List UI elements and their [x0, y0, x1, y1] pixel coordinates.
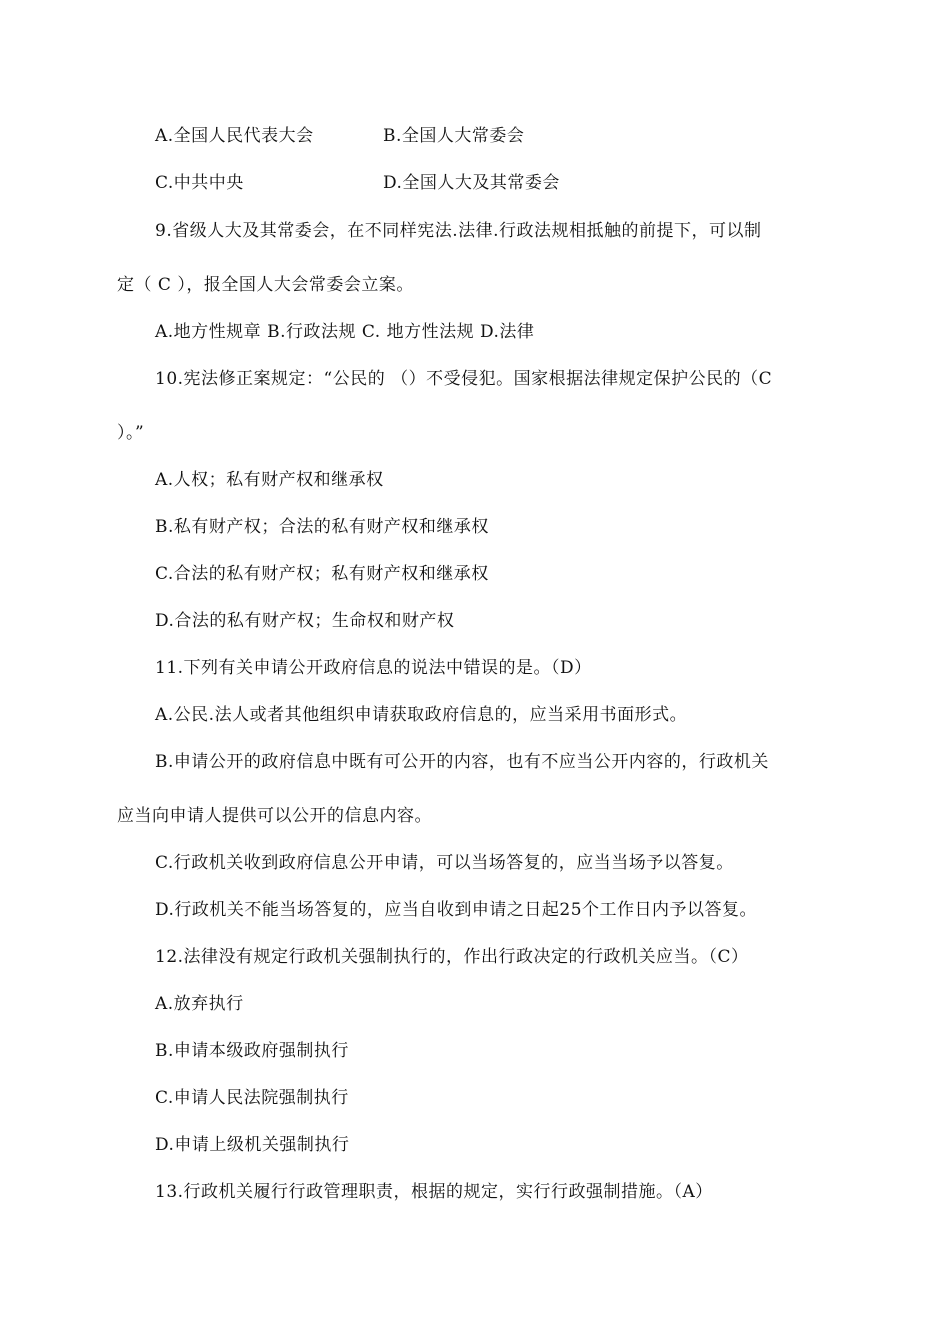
option-d-q12: D.申请上级机关强制执行: [155, 1135, 350, 1155]
option-d-q8: D.全国人大及其常委会: [383, 173, 560, 193]
option-a-q11: A.公民.法人或者其他组织申请获取政府信息的，应当采用书面形式。: [155, 705, 688, 725]
question-10-line-1: 10.宪法修正案规定：“公民的 （）不受侵犯。国家根据法律规定保护公民的（C: [155, 369, 773, 389]
option-b-q8: B.全国人大常委会: [383, 126, 525, 146]
option-c-q11: C.行政机关收到政府信息公开申请，可以当场答复的，应当当场予以答复。: [155, 853, 734, 873]
option-d-q10: D.合法的私有财产权；生命权和财产权: [155, 611, 455, 631]
option-b-q11-line-1: B.申请公开的政府信息中既有可公开的内容，也有不应当公开内容的，行政机关: [155, 752, 769, 772]
option-d-q11: D.行政机关不能当场答复的，应当自收到申请之日起25个工作日内予以答复。: [155, 900, 758, 920]
option-b-q12: B.申请本级政府强制执行: [155, 1041, 349, 1061]
option-c-q8: C.中共中央: [155, 173, 244, 193]
option-c-q10: C.合法的私有财产权；私有财产权和继承权: [155, 564, 489, 584]
question-10-line-2: ）。”: [117, 423, 145, 443]
option-b-q11-line-2: 应当向申请人提供可以公开的信息内容。: [117, 806, 432, 826]
question-13: 13.行政机关履行行政管理职责，根据的规定，实行行政强制措施。（A）: [155, 1182, 713, 1202]
option-a-q10: A.人权；私有财产权和继承权: [155, 470, 384, 490]
options-q9: A.地方性规章 B.行政法规 C. 地方性法规 D.法律: [155, 322, 535, 342]
option-b-q10: B.私有财产权；合法的私有财产权和继承权: [155, 517, 489, 537]
question-12: 12.法律没有规定行政机关强制执行的，作出行政决定的行政机关应当。（C）: [155, 947, 749, 967]
question-11: 11.下列有关申请公开政府信息的说法中错误的是。（D）: [155, 658, 592, 678]
question-9-line-2: 定（ C ），报全国人大会常委会立案。: [117, 275, 414, 295]
question-9-line-1: 9.省级人大及其常委会，在不同样宪法.法律.行政法规相抵触的前提下，可以制: [155, 221, 762, 241]
option-c-q12: C.申请人民法院强制执行: [155, 1088, 349, 1108]
option-a-q12: A.放弃执行: [155, 994, 244, 1014]
option-a-q8: A.全国人民代表大会: [155, 126, 314, 146]
